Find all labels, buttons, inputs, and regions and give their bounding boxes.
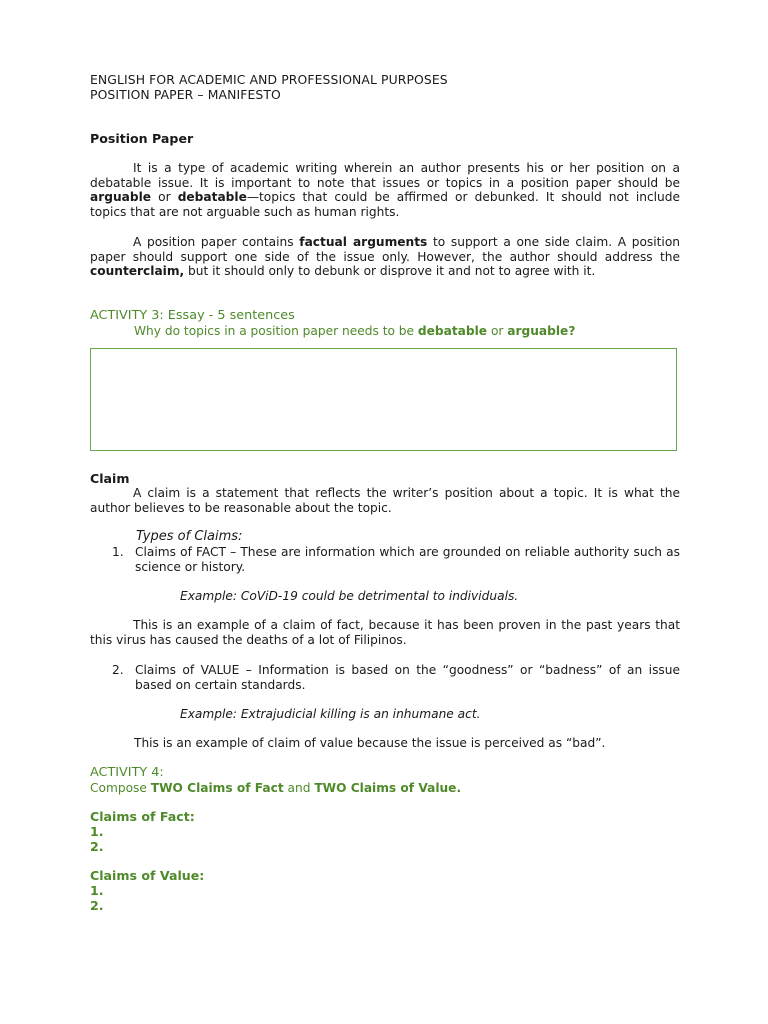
course-title: ENGLISH FOR ACADEMIC AND PROFESSIONAL PURPOSES xyxy=(90,72,448,87)
claims-of-value-item-2[interactable]: 2. xyxy=(90,898,104,913)
example-claim-of-value: Example: Extrajudicial killing is an inhumane act. xyxy=(180,707,481,721)
text-run: or xyxy=(487,324,508,338)
bold-term-two-claims-of-value: TWO Claims of Value. xyxy=(314,781,462,795)
paragraph-claim-definition: A claim is a statement that reflects the writer’s position about a topic. It is what the author believes to be reasonable about the topic. xyxy=(90,486,680,515)
claims-of-fact-heading: Claims of Fact: xyxy=(90,809,195,824)
bold-term-arguable: arguable xyxy=(90,190,152,205)
claims-of-fact-item-1[interactable]: 1. xyxy=(90,824,104,839)
text-run: to support a one side claim. A position paper should support one side of the issue only. However, the author should address the xyxy=(90,235,681,264)
paragraph-position-paper-arguments xyxy=(90,235,680,279)
activity-3-title: ACTIVITY 3: Essay - 5 sentences xyxy=(90,308,295,323)
activity-3-question xyxy=(134,324,680,339)
text-run: Why do topics in a position paper needs to be xyxy=(134,324,418,338)
list-number: 1. xyxy=(112,545,124,559)
text-run: but it should only to debunk or disprove it and not to agree with it. xyxy=(184,264,596,279)
paragraph-fact-explanation: This is an example of a claim of fact, because it has been proven in the past years that this virus has caused the deaths of a lot of Filipinos. xyxy=(90,618,680,647)
claim-type-fact: Claims of FACT – These are information which are grounded on reliable authority such as science or history. xyxy=(135,545,680,574)
essay-answer-box[interactable] xyxy=(90,348,677,451)
text-run: and xyxy=(283,781,315,795)
paragraph-value-explanation: This is an example of claim of value because the issue is perceived as “bad”. xyxy=(134,736,606,750)
text-run: —topics that could be affirmed or debunked. It should not include topics that are not arguable such as human rights. xyxy=(90,190,680,219)
bold-term-counterclaim: counterclaim, xyxy=(90,264,185,279)
section-heading-claim: Claim xyxy=(90,471,130,486)
claims-of-value-heading: Claims of Value: xyxy=(90,868,205,883)
bold-term-debatable: debatable xyxy=(177,190,247,205)
paragraph-position-paper-definition xyxy=(90,161,680,219)
text-run: or xyxy=(151,190,178,205)
bold-term-two-claims-of-fact: TWO Claims of Fact xyxy=(150,781,284,795)
text-run: A position paper contains xyxy=(133,235,300,249)
section-heading-position-paper: Position Paper xyxy=(90,131,194,146)
bold-term-factual-arguments: factual arguments xyxy=(299,235,428,249)
list-number: 2. xyxy=(112,663,124,677)
types-of-claims-heading: Types of Claims: xyxy=(136,529,243,544)
bold-term-arguable: arguable? xyxy=(507,324,576,338)
activity-4-title: ACTIVITY 4: xyxy=(90,765,164,780)
example-claim-of-fact: Example: CoViD-19 could be detrimental to individuals. xyxy=(180,589,519,603)
text-run: It is a type of academic writing wherein an author presents his or her position on a debatable issue. It is important to note that issues or topics in a position paper should be xyxy=(90,161,680,190)
text-run: Compose xyxy=(90,781,151,795)
claims-of-value-item-1[interactable]: 1. xyxy=(90,883,104,898)
claims-of-fact-item-2[interactable]: 2. xyxy=(90,839,104,854)
document-subtitle: POSITION PAPER – MANIFESTO xyxy=(90,87,281,102)
activity-4-instructions xyxy=(90,781,680,796)
bold-term-debatable: debatable xyxy=(417,324,488,338)
claim-type-value: Claims of VALUE – Information is based on the “goodness” or “badness” of an issue based on certain standards. xyxy=(135,663,680,692)
